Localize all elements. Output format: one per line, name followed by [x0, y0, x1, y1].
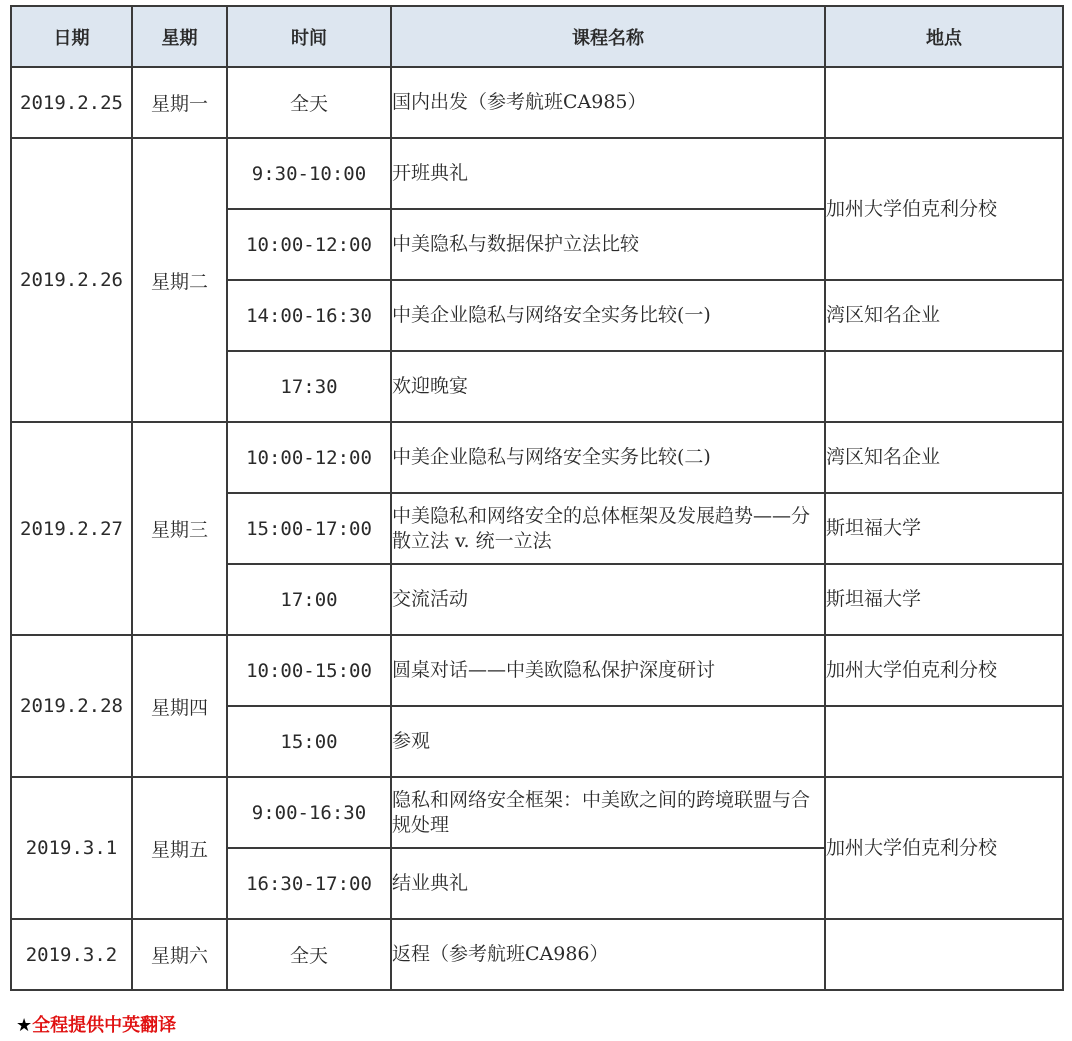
- place-cell: [825, 706, 1063, 777]
- place-cell: [825, 351, 1063, 422]
- table-row: [11, 422, 1063, 493]
- date-cell: 2019.3.2: [11, 919, 132, 990]
- place-cell: [825, 67, 1063, 138]
- date-cell: 2019.2.26: [11, 138, 132, 422]
- time-cell: 10:00-12:00: [227, 209, 391, 280]
- date-cell: 2019.2.27: [11, 422, 132, 635]
- header-course: 课程名称: [391, 6, 825, 67]
- course-cell: 国内出发（参考航班CA985）: [391, 67, 825, 138]
- translation-note: [16, 1011, 176, 1037]
- time-cell: 10:00-12:00: [227, 422, 391, 493]
- time-cell: 17:00: [227, 564, 391, 635]
- course-cell: 交流活动: [391, 564, 825, 635]
- time-cell: 15:00-17:00: [227, 493, 391, 564]
- weekday-cell: 星期五: [132, 777, 227, 919]
- note-text: 全程提供中英翻译: [32, 1015, 177, 1036]
- course-cell: 开班典礼: [391, 138, 825, 209]
- course-cell: 中美企业隐私与网络安全实务比较(一): [391, 280, 825, 351]
- date-cell: 2019.2.28: [11, 635, 132, 777]
- course-cell: 中美企业隐私与网络安全实务比较(二): [391, 422, 825, 493]
- star-icon: ★: [16, 1015, 33, 1036]
- time-cell: 全天: [227, 67, 391, 138]
- time-cell: 9:30-10:00: [227, 138, 391, 209]
- course-cell: 结业典礼: [391, 848, 825, 919]
- header-date: 日期: [11, 6, 132, 67]
- table-row: [11, 919, 1063, 990]
- table-row: [11, 777, 1063, 848]
- date-cell: 2019.2.25: [11, 67, 132, 138]
- schedule-table: [10, 5, 1064, 991]
- place-cell: 加州大学伯克利分校: [825, 138, 1063, 280]
- course-cell: 隐私和网络安全框架：中美欧之间的跨境联盟与合规处理: [391, 777, 825, 848]
- course-cell: 参观: [391, 706, 825, 777]
- course-cell: 返程（参考航班CA986）: [391, 919, 825, 990]
- weekday-cell: 星期一: [132, 67, 227, 138]
- header-place: 地点: [825, 6, 1063, 67]
- time-cell: 14:00-16:30: [227, 280, 391, 351]
- course-cell: 中美隐私与数据保护立法比较: [391, 209, 825, 280]
- table-row: [11, 67, 1063, 138]
- weekday-cell: 星期三: [132, 422, 227, 635]
- place-cell: [825, 919, 1063, 990]
- header-time: 时间: [227, 6, 391, 67]
- weekday-cell: 星期二: [132, 138, 227, 422]
- course-cell: 中美隐私和网络安全的总体框架及发展趋势——分散立法 v. 统一立法: [391, 493, 825, 564]
- weekday-cell: 星期四: [132, 635, 227, 777]
- place-cell: 加州大学伯克利分校: [825, 777, 1063, 919]
- header-weekday: 星期: [132, 6, 227, 67]
- date-cell: 2019.3.1: [11, 777, 132, 919]
- place-cell: 斯坦福大学: [825, 564, 1063, 635]
- time-cell: 10:00-15:00: [227, 635, 391, 706]
- table-row: [11, 138, 1063, 209]
- time-cell: 全天: [227, 919, 391, 990]
- weekday-cell: 星期六: [132, 919, 227, 990]
- place-cell: 湾区知名企业: [825, 422, 1063, 493]
- course-cell: 欢迎晚宴: [391, 351, 825, 422]
- course-cell: 圆桌对话——中美欧隐私保护深度研讨: [391, 635, 825, 706]
- place-cell: 湾区知名企业: [825, 280, 1063, 351]
- time-cell: 16:30-17:00: [227, 848, 391, 919]
- time-cell: 15:00: [227, 706, 391, 777]
- place-cell: 加州大学伯克利分校: [825, 635, 1063, 706]
- time-cell: 17:30: [227, 351, 391, 422]
- header-row: [11, 6, 1063, 67]
- time-cell: 9:00-16:30: [227, 777, 391, 848]
- place-cell: 斯坦福大学: [825, 493, 1063, 564]
- table-row: [11, 635, 1063, 706]
